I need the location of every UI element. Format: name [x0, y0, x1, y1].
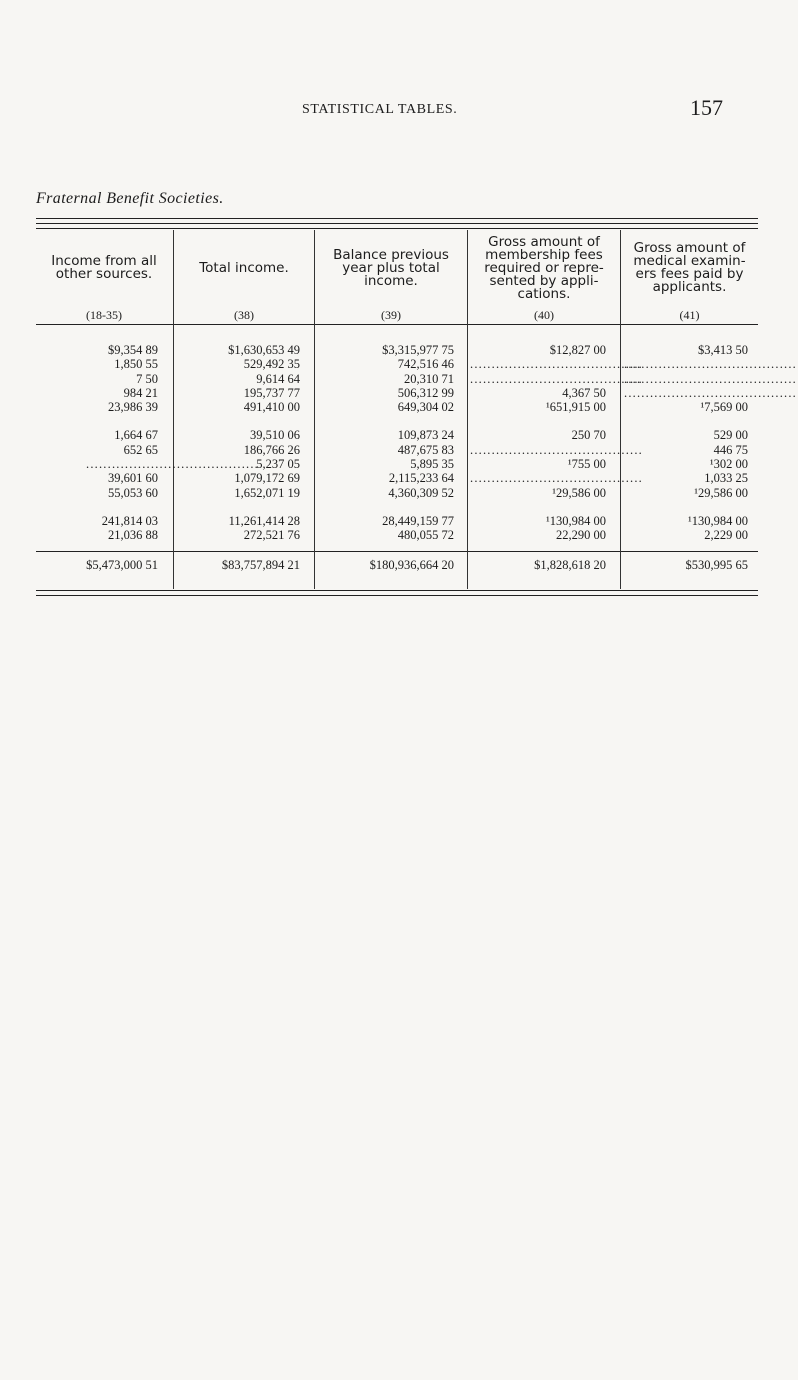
empty-cell-leader: ........................................ — [470, 442, 643, 457]
table-cell: ¹302 00 — [709, 457, 748, 472]
empty-cell-leader: ........................................ — [470, 357, 643, 372]
row-group-gap — [345, 414, 454, 428]
table-cell: 39,601 60 — [108, 471, 158, 486]
table-cell: 742,516 46 — [397, 357, 454, 372]
table-cell: 5,895 35 — [410, 457, 454, 472]
table-column — [345, 343, 454, 543]
table-cell: 9,614 64 — [256, 371, 300, 386]
table-cell: 39,510 06 — [250, 428, 300, 443]
table-cell: 272,521 76 — [243, 528, 300, 543]
table-cell: 7 50 — [136, 371, 158, 386]
column-heading: Balance previous year plus total income. — [333, 246, 449, 289]
empty-cell-leader: ........................................ — [470, 471, 643, 486]
table-cell: 2,115,233 64 — [388, 471, 454, 486]
table-cell: $9,354 89 — [108, 343, 158, 357]
section-title: Fraternal Benefit Societies. — [36, 190, 224, 207]
top-rule — [36, 218, 758, 219]
column-heading: Gross amount of membership fees required or repre- sented by appli- cations. — [484, 233, 604, 302]
table-cell: 649,304 02 — [397, 400, 454, 415]
table-cell: 28,449,159 77 — [382, 513, 454, 528]
total-cell: $180,936,664 20 — [369, 558, 454, 572]
table-cell: ¹130,984 00 — [546, 513, 606, 528]
table-cell: 491,410 00 — [243, 400, 300, 415]
table-cell: 109,873 24 — [397, 428, 454, 443]
table-cell: 23,986 39 — [108, 400, 158, 415]
row-group-gap — [470, 414, 606, 428]
table-cell: 22,290 00 — [556, 528, 606, 543]
table-cell: 21,036 88 — [108, 528, 158, 543]
table-cell: 1,664 67 — [114, 428, 158, 443]
table-column — [86, 343, 259, 543]
row-group-gap — [196, 500, 300, 514]
table-cell: 1,850 55 — [114, 357, 158, 372]
table-cell: ¹29,586 00 — [552, 485, 606, 500]
empty-cell-leader: ........................................ — [624, 357, 797, 372]
table-cell: ¹755 00 — [567, 457, 606, 472]
table-cell: 529 00 — [713, 428, 748, 443]
table-column — [624, 343, 797, 543]
bottom-rule — [36, 595, 758, 596]
table-cell: $3,315,977 75 — [382, 343, 454, 357]
running-head: STATISTICAL TABLES. — [302, 102, 458, 117]
table-cell: 1,033 25 — [704, 471, 748, 486]
table-cell: ¹651,915 00 — [546, 400, 606, 415]
totals-rule — [36, 551, 758, 552]
column-number: (40) — [534, 308, 554, 322]
empty-cell-leader: ........................................ — [624, 371, 797, 386]
table-cell: ¹29,586 00 — [694, 485, 748, 500]
row-group-gap — [470, 500, 606, 514]
table-cell: 4,367 50 — [562, 385, 606, 400]
bottom-rule — [36, 590, 758, 591]
table-cell: 1,079,172 69 — [234, 471, 300, 486]
table-cell: 2,229 00 — [704, 528, 748, 543]
table-cell: $12,827 00 — [549, 343, 606, 357]
column-heading: Gross amount of medical examin- ers fees paid by applicants. — [633, 240, 746, 295]
table-cell: $3,413 50 — [698, 343, 748, 357]
column-heading: Total income. — [199, 259, 289, 276]
table-cell: 506,312 99 — [397, 385, 454, 400]
empty-cell-leader: ........................................ — [624, 385, 797, 400]
table-column — [470, 343, 643, 543]
table-column — [196, 343, 300, 543]
column-number: (38) — [234, 308, 254, 322]
row-group-gap — [624, 414, 748, 428]
table-cell: 186,766 26 — [243, 442, 300, 457]
table-cell: 529,492 35 — [243, 357, 300, 372]
total-cell: $5,473,000 51 — [86, 558, 158, 572]
empty-cell-leader: ........................................ — [470, 371, 643, 386]
column-number: (39) — [381, 308, 401, 322]
table-cell: 652 65 — [123, 442, 158, 457]
column-heading: Income from all other sources. — [51, 253, 157, 282]
table-cell: 5,237 05 — [256, 457, 300, 472]
table-cell: 241,814 03 — [101, 513, 158, 528]
table-cell: ¹7,569 00 — [700, 400, 748, 415]
table-cell: 446 75 — [713, 442, 748, 457]
column-number: (41) — [679, 308, 700, 322]
table-cell: ¹130,984 00 — [688, 513, 748, 528]
table-cell: 55,053 60 — [108, 485, 158, 500]
total-cell: $83,757,894 21 — [221, 558, 300, 572]
table-cell: 984 21 — [123, 385, 158, 400]
total-cell: $1,828,618 20 — [534, 558, 606, 572]
top-rule — [36, 223, 758, 224]
table-cell: 480,055 72 — [397, 528, 454, 543]
table-cell: 1,652,071 19 — [234, 485, 300, 500]
row-group-gap — [86, 500, 158, 514]
row-group-gap — [345, 500, 454, 514]
total-cell: $530,995 65 — [685, 558, 748, 572]
header-rule — [36, 324, 758, 325]
table-cell: $1,630,653 49 — [228, 343, 300, 357]
empty-cell-leader: ........................................ — [86, 457, 259, 472]
table-cell: 4,360,309 52 — [388, 485, 454, 500]
row-group-gap — [624, 500, 748, 514]
table-cell: 11,261,414 28 — [228, 513, 300, 528]
top-rule — [36, 228, 758, 229]
table-cell: 20,310 71 — [404, 371, 454, 386]
table-cell: 250 70 — [571, 428, 606, 443]
row-group-gap — [196, 414, 300, 428]
page-number: 157 — [690, 95, 723, 120]
table-cell: 195,737 77 — [243, 385, 300, 400]
row-group-gap — [86, 414, 158, 428]
column-number: (18-35) — [86, 308, 122, 322]
table-cell: 487,675 83 — [397, 442, 454, 457]
